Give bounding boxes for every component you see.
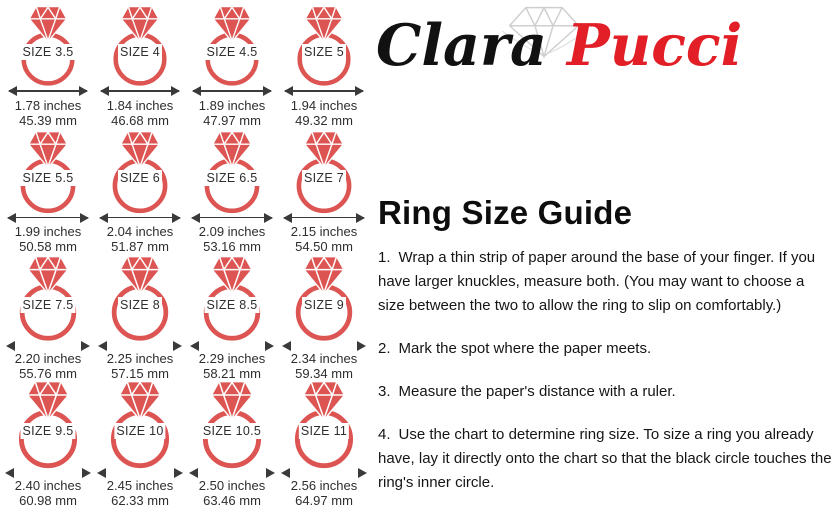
ring-figure xyxy=(292,6,356,87)
diameter-arrow-icon xyxy=(8,217,88,218)
ring-measurements xyxy=(199,98,266,128)
ring-diameter-mm: 54.50 mm xyxy=(295,239,353,254)
diameter-arrow-icon xyxy=(284,217,364,218)
ring-measurements xyxy=(107,478,174,508)
step-text: Wrap a thin strip of paper around the base of your finger. If you have larger knuckles, measure both. (You may want to choose a size between the two to allow the ring to slip on comfortably.) xyxy=(378,249,816,314)
ring-diameter-mm: 47.97 mm xyxy=(203,112,261,128)
ring-measurements xyxy=(107,98,174,128)
ring-size-cell xyxy=(2,254,94,379)
ring-measurements xyxy=(291,478,358,508)
ring-size-label: SIZE 7.5 xyxy=(22,297,74,312)
ring-figure xyxy=(108,6,172,87)
ring-size-cell xyxy=(2,4,94,129)
ring-size-cell xyxy=(186,4,278,129)
ring-diameter-inches: 2.56 inches xyxy=(290,478,358,494)
ring-diameter-inches: 2.34 inches xyxy=(290,350,358,366)
ring-size-cell xyxy=(278,379,370,509)
ring-figure xyxy=(198,256,266,342)
ring-figure xyxy=(15,131,81,214)
page-title: Ring Size Guide xyxy=(378,194,633,231)
brand-logo xyxy=(376,2,834,102)
ring-measurements xyxy=(199,351,266,381)
ring-diameter-inches: 1.78 inches xyxy=(14,97,82,113)
ring-diameter-mm: 62.33 mm xyxy=(111,493,169,509)
ring-diameter-mm: 60.98 mm xyxy=(19,493,77,509)
step-text: Measure the paper's distance with a ruler. xyxy=(398,383,676,400)
diameter-arrow-icon xyxy=(192,217,272,218)
ring-figure xyxy=(16,6,80,87)
ring-measurements xyxy=(199,478,266,508)
ring-size-label: SIZE 8.5 xyxy=(206,297,258,312)
ring-figure xyxy=(199,131,265,214)
ring-figure xyxy=(105,381,175,469)
ring-size-cell xyxy=(278,254,370,379)
ring-diameter-inches: 1.94 inches xyxy=(290,97,358,113)
ring-size-label: SIZE 5 xyxy=(303,44,345,59)
diameter-arrow-icon xyxy=(100,217,180,218)
ring-diameter-mm: 55.76 mm xyxy=(19,365,77,381)
ring-measurements xyxy=(107,351,174,381)
ring-diameter-mm: 50.58 mm xyxy=(19,239,77,254)
ring-diameter-inches: 2.29 inches xyxy=(198,350,266,366)
ring-size-label: SIZE 9 xyxy=(303,297,345,312)
ring-diameter-mm: 59.34 mm xyxy=(295,365,353,381)
ring-diameter-mm: 46.68 mm xyxy=(111,112,169,128)
brand-name-first: Clara xyxy=(376,12,547,79)
ring-size-cell xyxy=(278,129,370,254)
ring-size-label: SIZE 10 xyxy=(116,424,164,439)
ring-figure xyxy=(107,131,173,214)
ring-diameter-inches: 2.25 inches xyxy=(106,350,174,366)
ring-size-cell xyxy=(94,129,186,254)
diameter-arrow-icon xyxy=(285,90,363,92)
ring-figure xyxy=(13,381,83,469)
instruction-step xyxy=(378,380,833,404)
ring-diameter-inches: 2.20 inches xyxy=(14,350,82,366)
ring-diameter-mm: 45.39 mm xyxy=(19,112,77,128)
ring-figure xyxy=(200,6,264,87)
ring-diameter-inches: 2.45 inches xyxy=(106,478,174,494)
step-text: Use the chart to determine ring size. To size a ring you already have, lay it directly onto the chart so that the black circle touches the ring's inner circle. xyxy=(378,426,832,491)
ring-diameter-mm: 49.32 mm xyxy=(295,112,353,128)
ring-size-label: SIZE 5.5 xyxy=(22,171,74,186)
ring-diameter-mm: 58.21 mm xyxy=(203,365,261,381)
ring-size-cell xyxy=(2,129,94,254)
ring-diameter-inches: 2.50 inches xyxy=(198,478,266,494)
ring-size-cell xyxy=(94,4,186,129)
ring-size-label: SIZE 4.5 xyxy=(206,44,258,59)
ring-diameter-inches: 2.04 inches xyxy=(106,224,174,239)
ring-size-label: SIZE 6 xyxy=(119,171,161,186)
ring-diameter-inches: 2.09 inches xyxy=(198,224,266,239)
diameter-arrow-icon xyxy=(101,90,179,92)
ring-size-label: SIZE 9.5 xyxy=(22,424,74,439)
ring-figure xyxy=(14,256,82,342)
ring-diameter-inches: 1.84 inches xyxy=(106,97,174,113)
info-panel xyxy=(376,0,834,501)
ring-size-chart xyxy=(2,4,370,509)
instructions xyxy=(378,246,833,514)
ring-figure xyxy=(289,381,359,469)
ring-diameter-mm: 53.16 mm xyxy=(203,239,261,254)
ring-size-cell xyxy=(94,254,186,379)
ring-figure xyxy=(106,256,174,342)
instruction-step xyxy=(378,423,833,495)
ring-measurements xyxy=(291,224,358,254)
ring-figure xyxy=(290,256,358,342)
brand-name xyxy=(376,12,742,79)
ring-size-cell xyxy=(186,129,278,254)
step-number: 2. xyxy=(378,340,391,357)
ring-diameter-inches: 1.99 inches xyxy=(14,224,82,239)
ring-diameter-inches: 1.89 inches xyxy=(198,97,266,113)
ring-measurements xyxy=(15,98,82,128)
ring-size-cell xyxy=(186,379,278,509)
step-text: Mark the spot where the paper meets. xyxy=(398,340,652,357)
ring-diameter-mm: 51.87 mm xyxy=(111,239,169,254)
ring-figure xyxy=(291,131,357,214)
step-number: 4. xyxy=(378,426,391,443)
ring-size-cell xyxy=(94,379,186,509)
brand-name-second: Pucci xyxy=(566,12,743,79)
instruction-step xyxy=(378,246,833,318)
ring-measurements xyxy=(199,224,266,254)
ring-size-label: SIZE 4 xyxy=(119,44,161,59)
ring-diameter-inches: 2.40 inches xyxy=(14,478,82,494)
instruction-step xyxy=(378,337,833,361)
ring-measurements xyxy=(15,224,82,254)
ring-figure xyxy=(197,381,267,469)
step-number: 3. xyxy=(378,383,391,400)
ring-diameter-mm: 63.46 mm xyxy=(203,493,261,509)
ring-measurements xyxy=(291,351,358,381)
ring-size-label: SIZE 6.5 xyxy=(206,171,258,186)
ring-size-cell xyxy=(278,4,370,129)
ring-measurements xyxy=(15,351,82,381)
ring-size-label: SIZE 8 xyxy=(119,297,161,312)
ring-measurements xyxy=(107,224,174,254)
ring-measurements xyxy=(291,98,358,128)
ring-measurements xyxy=(15,478,82,508)
ring-size-label: SIZE 7 xyxy=(303,171,345,186)
ring-size-cell xyxy=(2,379,94,509)
ring-size-cell xyxy=(186,254,278,379)
ring-size-label: SIZE 11 xyxy=(300,424,348,439)
ring-diameter-mm: 57.15 mm xyxy=(111,365,169,381)
ring-diameter-inches: 2.15 inches xyxy=(290,224,358,239)
ring-size-label: SIZE 10.5 xyxy=(202,424,262,439)
step-number: 1. xyxy=(378,249,391,266)
diameter-arrow-icon xyxy=(9,90,87,92)
diameter-arrow-icon xyxy=(193,90,271,92)
ring-diameter-mm: 64.97 mm xyxy=(295,493,353,509)
ring-size-label: SIZE 3.5 xyxy=(22,44,74,59)
